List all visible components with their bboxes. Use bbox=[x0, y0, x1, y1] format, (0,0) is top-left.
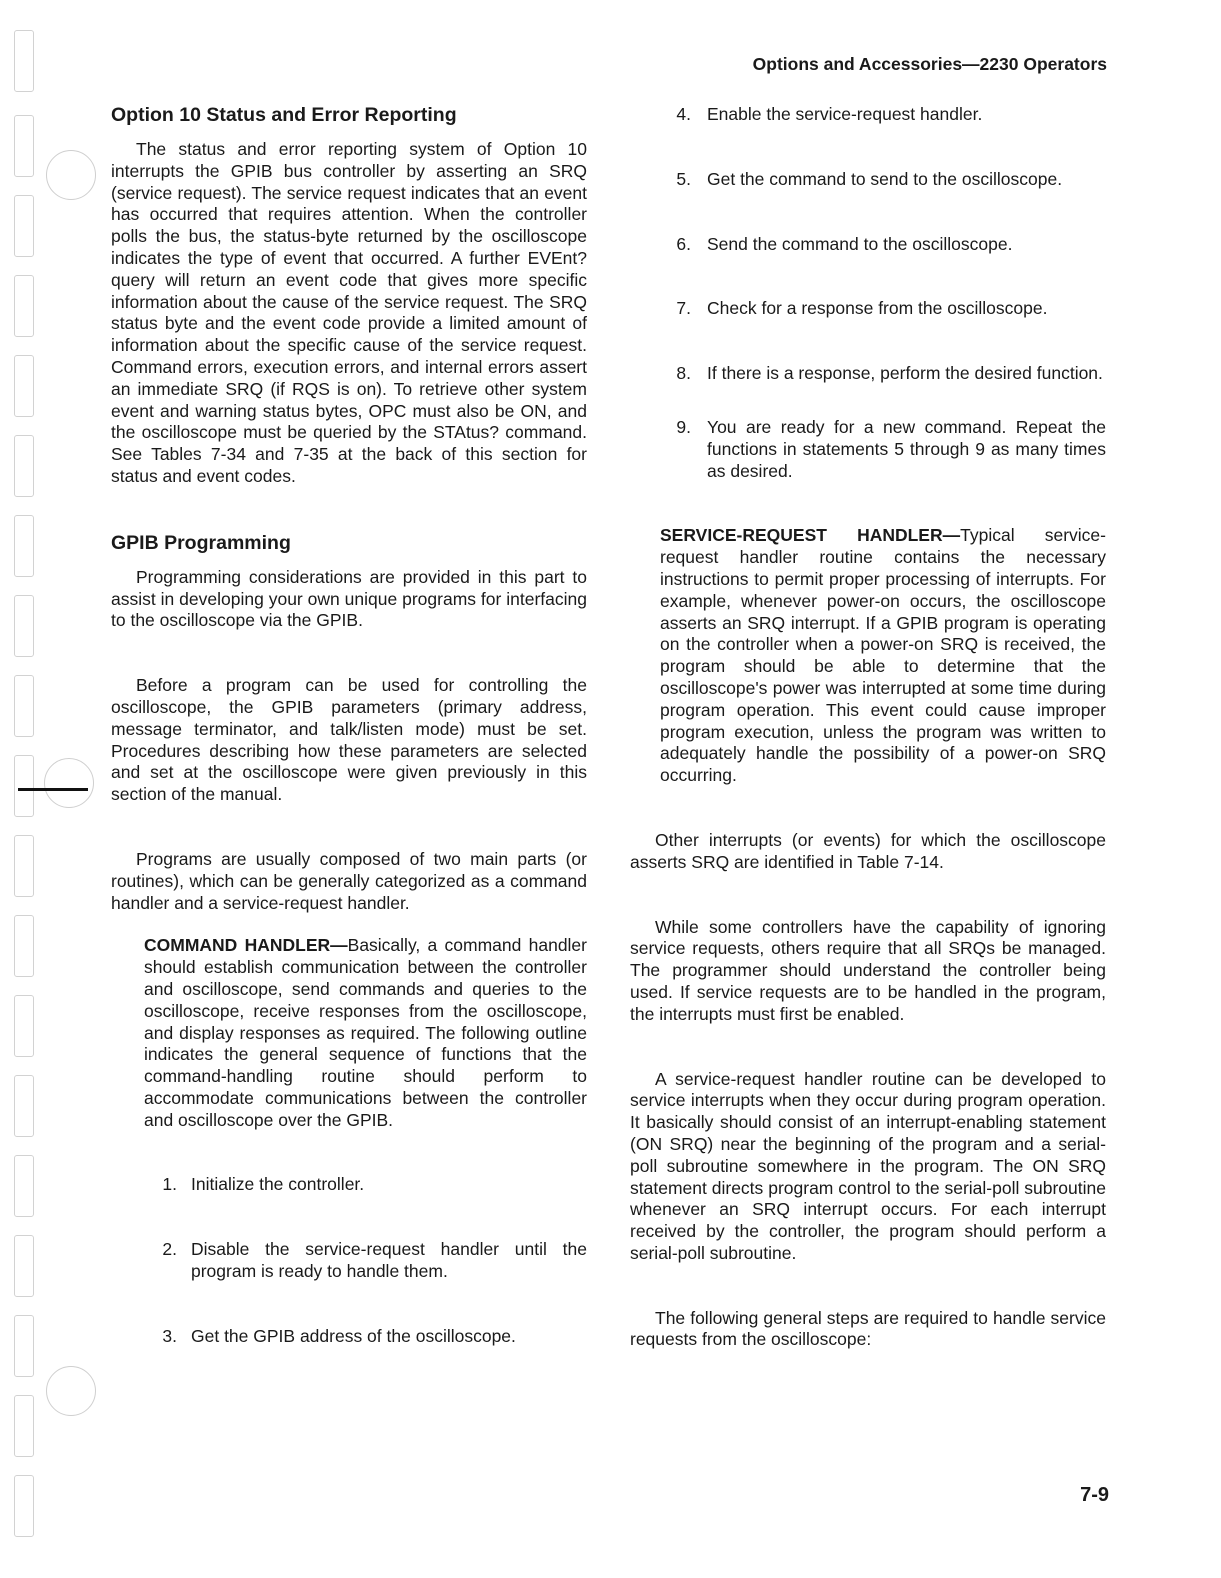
step-text: Get the GPIB address of the oscilloscope. bbox=[191, 1325, 516, 1346]
list-item bbox=[660, 234, 1106, 256]
left-column bbox=[111, 100, 587, 1348]
section-title-status: Option 10 Status and Error Reporting bbox=[111, 104, 457, 126]
step-text: You are ready for a new command. Repeat the functions in statements 5 through 9 as many times as desired. bbox=[707, 416, 1106, 481]
punch-hole-top bbox=[46, 150, 96, 200]
step-number: 4. bbox=[676, 104, 691, 124]
step-number: 3. bbox=[162, 1325, 177, 1346]
right-paragraph-4: The following general steps are required to handle service requests from the oscilloscope: bbox=[630, 1307, 1106, 1350]
step-number: 7. bbox=[676, 298, 691, 319]
step-text: Send the command to the oscilloscope. bbox=[707, 233, 1013, 254]
page-number: 7-9 bbox=[1080, 1484, 1109, 1506]
service-handler-text: Typical service-request handler routine contains the necessary instructions to permit proper processing of interrupts. For example, whenever power-on occurs, the oscilloscope asserts an SRQ interrupt. If a GPIB program is operating on the controller when a power-on SRQ is received, the program should be able to determine that the oscilloscope's power was interrupted at some time during program operation. This event could cause improper program execution, unless the program was written to adequately handle the possibility of a power-on SRQ occurring. bbox=[660, 525, 1106, 786]
command-steps-continued bbox=[630, 104, 1106, 482]
list-item bbox=[660, 363, 1106, 385]
step-text: Get the command to send to the oscilloscope. bbox=[707, 168, 1063, 189]
right-column bbox=[630, 104, 1106, 1351]
running-header: Options and Accessories—2230 Operators bbox=[752, 54, 1107, 74]
service-handler-paragraph bbox=[630, 525, 1106, 787]
step-number: 1. bbox=[162, 1174, 177, 1195]
list-item bbox=[660, 104, 1106, 126]
step-number: 2. bbox=[162, 1239, 177, 1260]
binder-edge bbox=[14, 30, 38, 1560]
list-item bbox=[660, 417, 1106, 482]
step-number: 5. bbox=[676, 168, 691, 189]
gpib-paragraph-1: Programming considerations are provided in this part to assist in developing your own unique programs for interfacing to the oscilloscope via the GPIB. bbox=[111, 566, 587, 631]
step-text: Disable the service-request handler until the program is ready to handle them. bbox=[191, 1239, 587, 1282]
list-item bbox=[660, 298, 1106, 320]
step-number: 6. bbox=[676, 233, 691, 254]
list-item bbox=[157, 1174, 587, 1196]
step-number: 9. bbox=[676, 416, 691, 437]
status-paragraph: The status and error reporting system of Option 10 interrupts the GPIB bus controller by asserting an SRQ (service request). The service request indicates that an event has occurred that requires attention. When the controller polls the bus, the status-byte returned by the oscilloscope indicates the type of event that occurred. A further EVEnt? query will return an event code that gives more specific information about the cause of the service request. The SRQ status byte and the event code provide a limited amount of information about the specific cause of the service request. Command errors, execution errors, and internal errors assert an immediate SRQ (if RQS is on). To retrieve other system event and warning status bytes, OPC must also be ON, and the oscilloscope must be queried by the STAtus? command. See Tables 7-34 and 7-35 at the back of this section for status and event codes. bbox=[111, 139, 587, 486]
list-item bbox=[157, 1239, 587, 1283]
gpib-paragraph-2: Before a program can be used for controlling the oscilloscope, the GPIB parameters (primary address, message terminator, and talk/listen mode) must be set. Procedures describing how these parameters are selected and set at the oscilloscope were given previously in this section of the manual. bbox=[111, 675, 587, 805]
right-paragraph-1: Other interrupts (or events) for which the oscilloscope asserts SRQ are identified in Table 7-14. bbox=[630, 829, 1106, 872]
command-handler-text: Basically, a command handler should establish communication between the controller and oscilloscope, send commands and queries to the oscilloscope, receive responses from the oscilloscope, and display responses as required. The following outline indicates the general sequence of functions that the command-handling routine should perform to accommodate communications between the controller and oscilloscope over the GPIB. bbox=[144, 935, 587, 1130]
section-title-gpib: GPIB Programming bbox=[111, 531, 291, 554]
command-handler-paragraph bbox=[111, 935, 587, 1131]
list-item bbox=[660, 169, 1106, 191]
right-paragraph-2: While some controllers have the capability of ignoring service requests, others require that all SRQs be managed. The programmer should understand the controller being used. If service requests are to be handled in the program, the interrupts must first be enabled. bbox=[630, 916, 1106, 1024]
command-handler-label: COMMAND HANDLER— bbox=[144, 935, 348, 956]
command-steps-list bbox=[111, 1174, 587, 1347]
step-text: Check for a response from the oscilloscope. bbox=[707, 298, 1048, 319]
list-item bbox=[157, 1326, 587, 1348]
step-text: If there is a response, perform the desired function. bbox=[707, 363, 1103, 384]
punch-hole-middle bbox=[44, 758, 94, 808]
service-handler-label: SERVICE-REQUEST HANDLER— bbox=[660, 525, 961, 546]
right-paragraph-3: A service-request handler routine can be developed to service interrupts when they occur during program operation. It basically should consist of an interrupt-enabling statement (ON SRQ) near the beginning of the program and a serial-poll subroutine somewhere in the program. The ON SRQ statement directs program control to the serial-poll subroutine whenever an SRQ interrupt occurs. For each interrupt received by the controller, the program should perform a serial-poll subroutine. bbox=[630, 1068, 1106, 1263]
gpib-paragraph-3: Programs are usually composed of two main parts (or routines), which can be generally categorized as a command handler and a service-request handler. bbox=[111, 848, 587, 913]
hole-marker bbox=[18, 788, 88, 791]
step-text: Initialize the controller. bbox=[191, 1174, 365, 1195]
punch-hole-bottom bbox=[46, 1366, 96, 1416]
step-text: Enable the service-request handler. bbox=[707, 104, 983, 124]
step-number: 8. bbox=[676, 363, 691, 384]
